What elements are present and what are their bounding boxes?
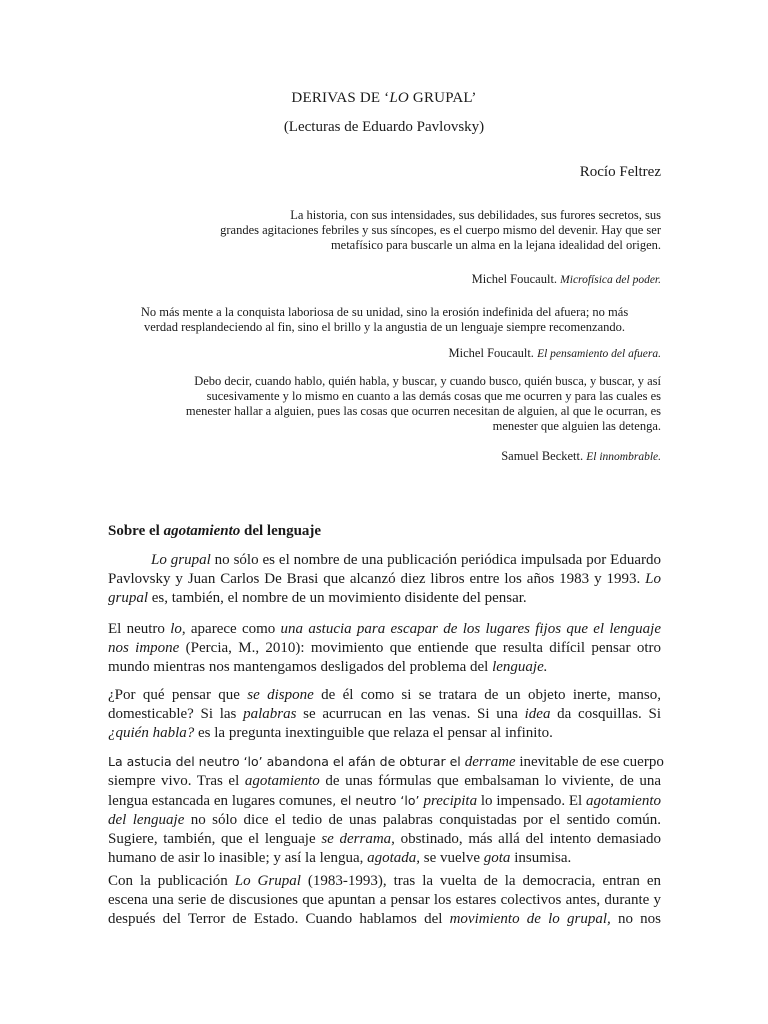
title-suffix: GRUPAL’ [408, 90, 477, 106]
paragraph-line [108, 830, 661, 849]
text-span: lengua estancada en lugares comunes [108, 793, 333, 809]
paragraph-line [108, 910, 661, 929]
italic-span: Lo grupal [151, 552, 211, 568]
document-title [0, 90, 768, 107]
paragraph-line [108, 686, 661, 705]
paragraph-line [108, 772, 661, 791]
italic-span: movimiento de lo grupal, [449, 911, 611, 927]
text-span: de unas fórmulas que embalsaman lo viviente, de una [319, 773, 661, 789]
document-subtitle: (Lecturas de Eduardo Pavlovsky) [283, 119, 485, 135]
text-span: insumisa. [510, 850, 572, 866]
italic-span: agotada, [367, 850, 421, 866]
epigraph-1 [220, 208, 661, 253]
italic-span: precipita [423, 793, 478, 809]
epigraph-source-work: El pensamiento del afuera. [537, 348, 661, 360]
text-span: Pavlovsky y Juan Carlos De Brasi que alcanzó diez libros entre los años 1983 y 1993. [108, 571, 646, 587]
italic-span: gota [483, 850, 511, 866]
text-span: no nos [610, 911, 661, 927]
epigraph-source-work: Microfísica del poder. [560, 274, 661, 286]
paragraph-line [108, 791, 661, 811]
paragraph-line [108, 872, 661, 891]
epigraph-line: verdad resplandeciendo al fin, sino el brillo y la angustia de un lenguaje siempre recomenzando. [143, 320, 626, 334]
epigraph-line: grandes agitaciones febriles y sus síncopes, es el cuerpo mismo del devenir. Hay que ser [220, 223, 661, 237]
italic-span: Lo [645, 571, 661, 587]
text-span: no sólo es el nombre de una publicación periódica impulsada por Eduardo [210, 552, 661, 568]
text-span: Con la publicación [108, 873, 235, 889]
epigraph-2 [108, 305, 661, 335]
paragraph-line [108, 570, 661, 589]
text-span: es la pregunta inextinguible que relaza el pensar al infinito. [194, 725, 553, 741]
text-span: mundo mientras nos mantengamos desligados del problema del [108, 659, 493, 675]
epigraph-line: metafísico para buscarle un alma en la lejana idealidad del origen. [330, 238, 661, 252]
title-italic: LO [389, 90, 409, 106]
epigraph-source-author: Michel Foucault. [448, 346, 534, 360]
heading-suffix: del lenguaje [240, 523, 322, 539]
italic-span: lenguaje. [492, 659, 548, 675]
paragraph-line [108, 705, 661, 724]
text-span: es, también, el nombre de un movimiento disidente del pensar. [148, 590, 527, 606]
text-span: (1983-1993), tras la vuelta de la democracia, entran en [300, 873, 661, 889]
epigraph-3 [186, 374, 661, 434]
text-span: La astucia del neutro ‘lo’ abandona el afán de obturar el [108, 754, 465, 769]
paragraph-5 [108, 872, 661, 929]
italic-span: palabras [243, 706, 297, 722]
italic-span: lo [170, 621, 182, 637]
paragraph-line [108, 811, 661, 830]
paragraph-line [108, 752, 664, 772]
epigraph-2-source [449, 346, 661, 361]
italic-span: idea [524, 706, 551, 722]
text-span: se vuelve [420, 850, 484, 866]
epigraph-line: No más mente a la conquista laboriosa de su unidad, sino la erosión indefinida del afuera; no más [140, 305, 629, 319]
paragraph-line [108, 658, 661, 677]
text-span: escena una serie de discusiones que apuntan a pensar los estares colectivos antes, durante y [108, 892, 661, 908]
text-span: El neutro [108, 621, 171, 637]
title-prefix: DERIVAS DE ‘ [291, 90, 390, 106]
text-span: de él como si se tratara de un objeto inerte, manso, [313, 687, 661, 703]
italic-span: Lo Grupal [234, 873, 301, 889]
epigraph-3-source [501, 449, 661, 464]
epigraph-line: Debo decir, cuando hablo, quién habla, y buscar, y cuando busco, quién busca, y buscar, y así [194, 374, 661, 388]
epigraph-line: menester que alguien las detenga. [492, 419, 661, 433]
section-heading [108, 523, 321, 540]
epigraph-line: La historia, con sus intensidades, sus debilidades, sus furores secretos, sus [290, 208, 661, 222]
epigraph-source-work: El innombrable. [586, 451, 661, 463]
paragraph-line [108, 724, 661, 743]
paragraph-line [108, 620, 661, 639]
text-span: , el neutro ‘lo’ [332, 793, 424, 808]
paragraph-4 [108, 752, 664, 868]
paragraph-line [108, 891, 661, 910]
text-span: (Percia, M., 2010): movimiento que entiende que resulta difícil pensar otro [179, 640, 661, 656]
text-span: domesticable? Si las [108, 706, 244, 722]
heading-prefix: Sobre el [108, 523, 164, 539]
document-author: Rocío Feltrez [579, 164, 661, 180]
text-span: humano de asir lo inasible; y así la lengua, [108, 850, 368, 866]
italic-span: nos impone [108, 640, 180, 656]
text-span: Sugiere, también, que el lenguaje [108, 831, 322, 847]
italic-span: ¿quién habla? [108, 725, 195, 741]
paragraph-1 [108, 551, 661, 608]
text-span: se acurrucan en las venas. Si una [296, 706, 525, 722]
paragraph-line [108, 551, 661, 570]
epigraph-source-author: Michel Foucault. [471, 272, 558, 286]
italic-span: derrame [464, 754, 516, 770]
epigraph-line: menester hallar a alguien, pues las cosas que ocurren necesitan de alguien, al que le ocurran, es [185, 404, 661, 418]
text-span: siempre vivo. Tras el [108, 773, 245, 789]
text-span: , obstinado, más allá del intento demasiado [391, 831, 661, 847]
epigraph-line: sucesivamente y lo mismo en cuanto a las demás cosas que me ocurren y para las cuales es [206, 389, 661, 403]
italic-span: del lenguaje [108, 812, 185, 828]
italic-span: una astucia para escapar de los lugares fijos que el lenguaje [280, 621, 661, 637]
text-span: lo impensado. El [477, 793, 586, 809]
paragraph-line [108, 589, 661, 608]
text-span: no sólo dice el tedio de unas palabras conquistadas por el sentido común. [184, 812, 662, 828]
italic-span: se dispone [247, 687, 314, 703]
italic-span: se derrama [321, 831, 392, 847]
italic-span: grupal [108, 590, 149, 606]
paragraph-3 [108, 686, 661, 743]
heading-italic: agotamiento [163, 523, 241, 539]
paragraph-line [108, 849, 661, 868]
text-span: da cosquillas. Si [550, 706, 662, 722]
paragraph-2 [108, 620, 661, 677]
text-span: ¿Por qué pensar que [108, 687, 248, 703]
epigraph-1-source [472, 272, 661, 287]
epigraph-source-author: Samuel Beckett. [501, 449, 584, 463]
italic-span: agotamiento [244, 773, 320, 789]
paragraph-line [108, 639, 661, 658]
text-span: después del Terror de Estado. Cuando hablamos del [108, 911, 450, 927]
italic-span: agotamiento [586, 793, 661, 809]
text-span: inevitable de ese cuerpo [515, 754, 664, 770]
text-span: , aparece como [181, 621, 281, 637]
